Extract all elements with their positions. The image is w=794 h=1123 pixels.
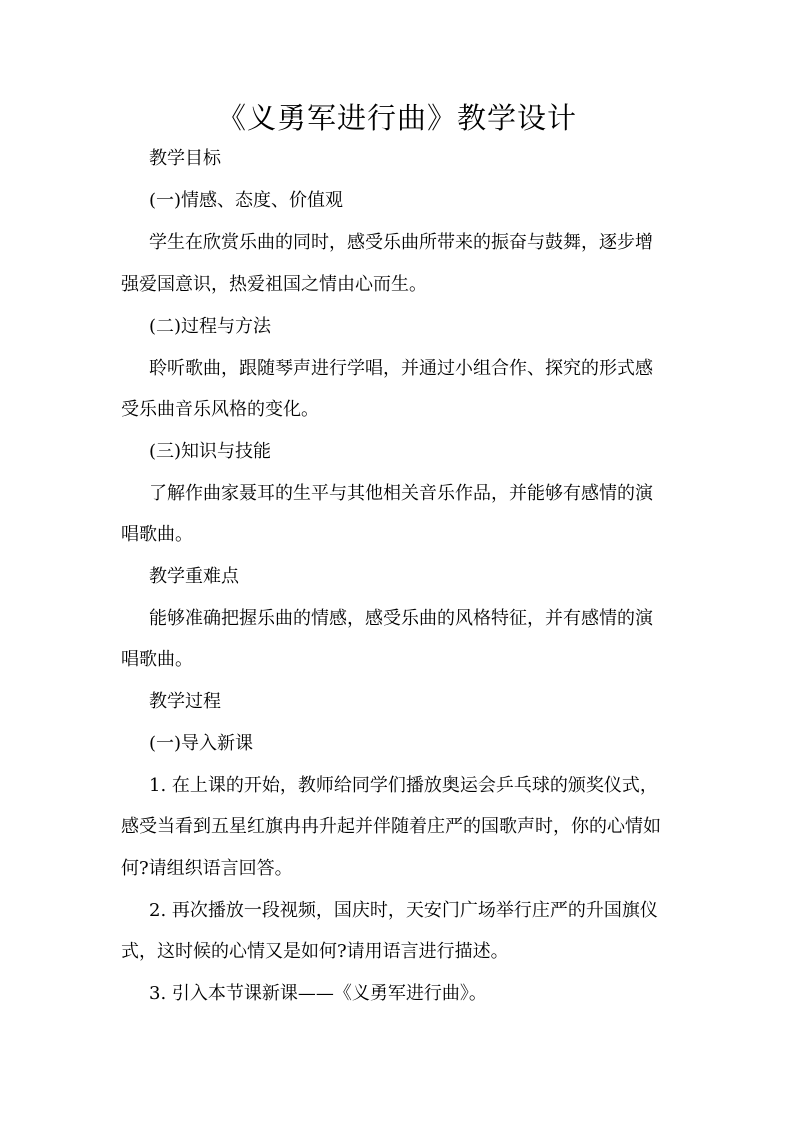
goals-heading: 教学目标: [149, 148, 221, 169]
process-body-line-2: 受乐曲音乐风格的变化。: [121, 399, 319, 420]
step1-line-1: 1. 在上课的开始，教师给同学们播放奥运会乒乓球的颁奖仪式，: [149, 775, 658, 796]
emotion-body-line-1: 学生在欣赏乐曲的同时，感受乐曲所带来的振奋与鼓舞，逐步增: [149, 232, 653, 253]
step3-line: 3. 引入本节课新课——《义勇军进行曲》。: [149, 983, 487, 1004]
knowledge-body-line-2: 唱歌曲。: [121, 524, 193, 545]
document-title: 《义勇军进行曲》教学设计: [216, 101, 577, 135]
intro-heading: (一)导入新课: [149, 733, 254, 754]
procedure-heading: 教学过程: [149, 691, 221, 712]
difficulty-heading: 教学重难点: [149, 566, 239, 587]
emotion-body-line-2: 强爱国意识，热爱祖国之情由心而生。: [121, 274, 427, 295]
step1-line-3: 何?请组织语言回答。: [121, 858, 293, 879]
step2-line-2: 式，这时候的心情又是如何?请用语言进行描述。: [121, 941, 509, 962]
process-heading: (二)过程与方法: [149, 316, 272, 337]
process-body-line-1: 聆听歌曲，跟随琴声进行学唱，并通过小组合作、探究的形式感: [149, 358, 653, 379]
knowledge-heading: (三)知识与技能: [149, 441, 272, 462]
knowledge-body-line-1: 了解作曲家聂耳的生平与其他相关音乐作品，并能够有感情的演: [149, 483, 653, 504]
step2-line-1: 2. 再次播放一段视频，国庆时，天安门广场举行庄严的升国旗仪: [149, 900, 658, 921]
step1-line-2: 感受当看到五星红旗冉冉升起并伴随着庄严的国歌声时，你的心情如: [121, 816, 661, 837]
difficulty-body-line-2: 唱歌曲。: [121, 649, 193, 670]
emotion-heading: (一)情感、态度、价值观: [149, 190, 344, 211]
difficulty-body-line-1: 能够准确把握乐曲的情感，感受乐曲的风格特征，并有感情的演: [149, 608, 653, 629]
